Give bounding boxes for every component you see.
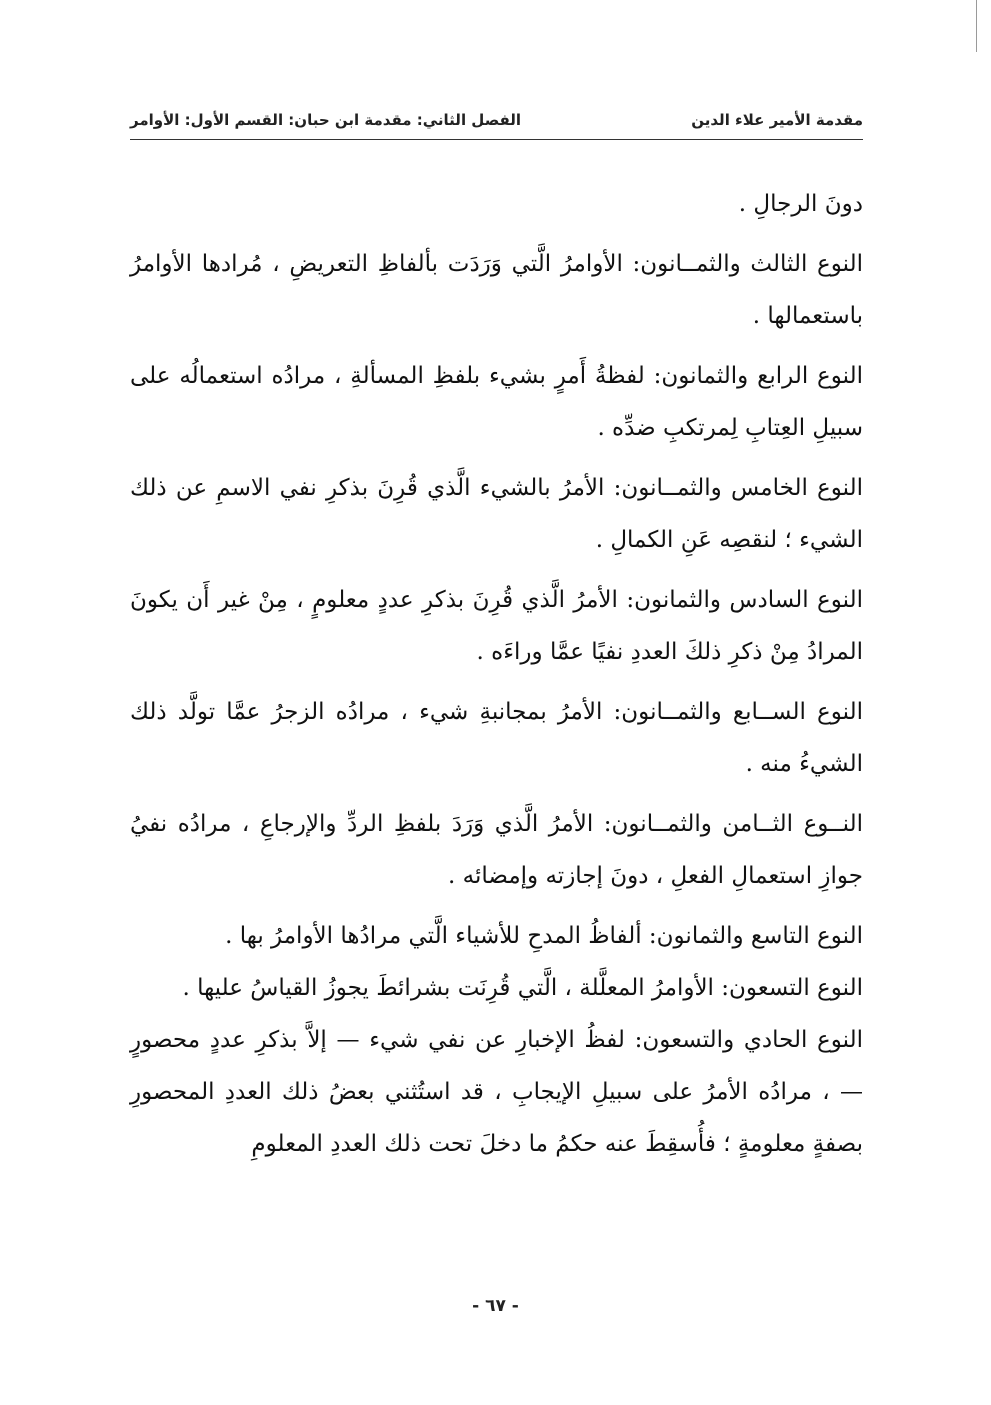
paragraph-type-91: النوع الحادي والتسعون: لفظُ الإخبارِ عن نفي شيء — إلاَّ بذكرِ عددٍ محصورٍ — ، مرادُه الأمرُ على سبيلِ الإيجابِ ، قد استُثني بعضُ ذلك العددِ المحصورِ بصفةٍ معلومةٍ ؛ فأُسقِطَ عنه حكمُ ما دخلَ تحت ذلك العددِ المعلومِ (130, 1027, 863, 1157)
body-text (130, 178, 863, 1170)
paragraph-type-85: النوع الخامس والثمــانون: الأمرُ بالشيء الَّذي قُرِنَ بذكرِ نفي الاسمِ عن ذلك الشيء ؛ لنقصِه عَنِ الكمالِ . (130, 475, 863, 553)
paragraph-type-84: النوع الرابع والثمانون: لفظةُ أَمرٍ بشيء بلفظِ المسألةِ ، مرادُه استعمالُه على سبيلِ العِتابِ لِمرتكبِ ضدِّه . (130, 363, 863, 441)
chapter-title: الفصل الثاني: مقدمة ابن حبان: القسم الأول: الأوامر (130, 111, 522, 129)
paragraph-type-89: النوع التاسع والثمانون: ألفاظُ المدحِ للأشياء الَّتي مرادُها الأوامرُ بها . (225, 923, 863, 949)
paragraph-type-90: النوع التسعون: الأوامرُ المعلَّلة ، الَّتي قُرِنَت بشرائطَ يجوزُ القياسُ عليها . (182, 975, 863, 1001)
book-title: مقدمة الأمير علاء الدين (691, 111, 863, 129)
paragraph-type-88: النــوع الثــامن والثمــانون: الأمرُ الَّذي وَرَدَ بلفظِ الردِّ والإرجاعِ ، مرادُه نفيُ جوازِ استعمالِ الفعلِ ، دونَ إجازته وإمضائه . (130, 811, 863, 889)
running-header (130, 105, 863, 135)
paragraph-type-87: النوع الســابع والثمــانون: الأمرُ بمجانبةِ شيء ، مرادُه الزجرُ عمَّا تولَّد ذلك الشيءُ منه . (130, 699, 863, 777)
paragraph-type-83: النوع الثالث والثمــانون: الأوامرُ الَّتي وَرَدَت بألفاظِ التعريضِ ، مُرادها الأوامرُ باستعمالها . (130, 251, 863, 329)
page-number: - ٦٧ - (472, 1296, 519, 1316)
header-rule (130, 139, 863, 140)
paragraph-continuation: دونَ الرجالِ . (738, 191, 863, 217)
paragraph-type-86: النوع السادس والثمانون: الأمرُ الَّذي قُرِنَ بذكرِ عددٍ معلومٍ ، مِنْ غير أَن يكونَ المرادُ مِنْ ذكرِ ذلكَ العددِ نفيًا عمَّا وراءَه . (130, 587, 863, 665)
scan-edge-line (976, 0, 977, 52)
